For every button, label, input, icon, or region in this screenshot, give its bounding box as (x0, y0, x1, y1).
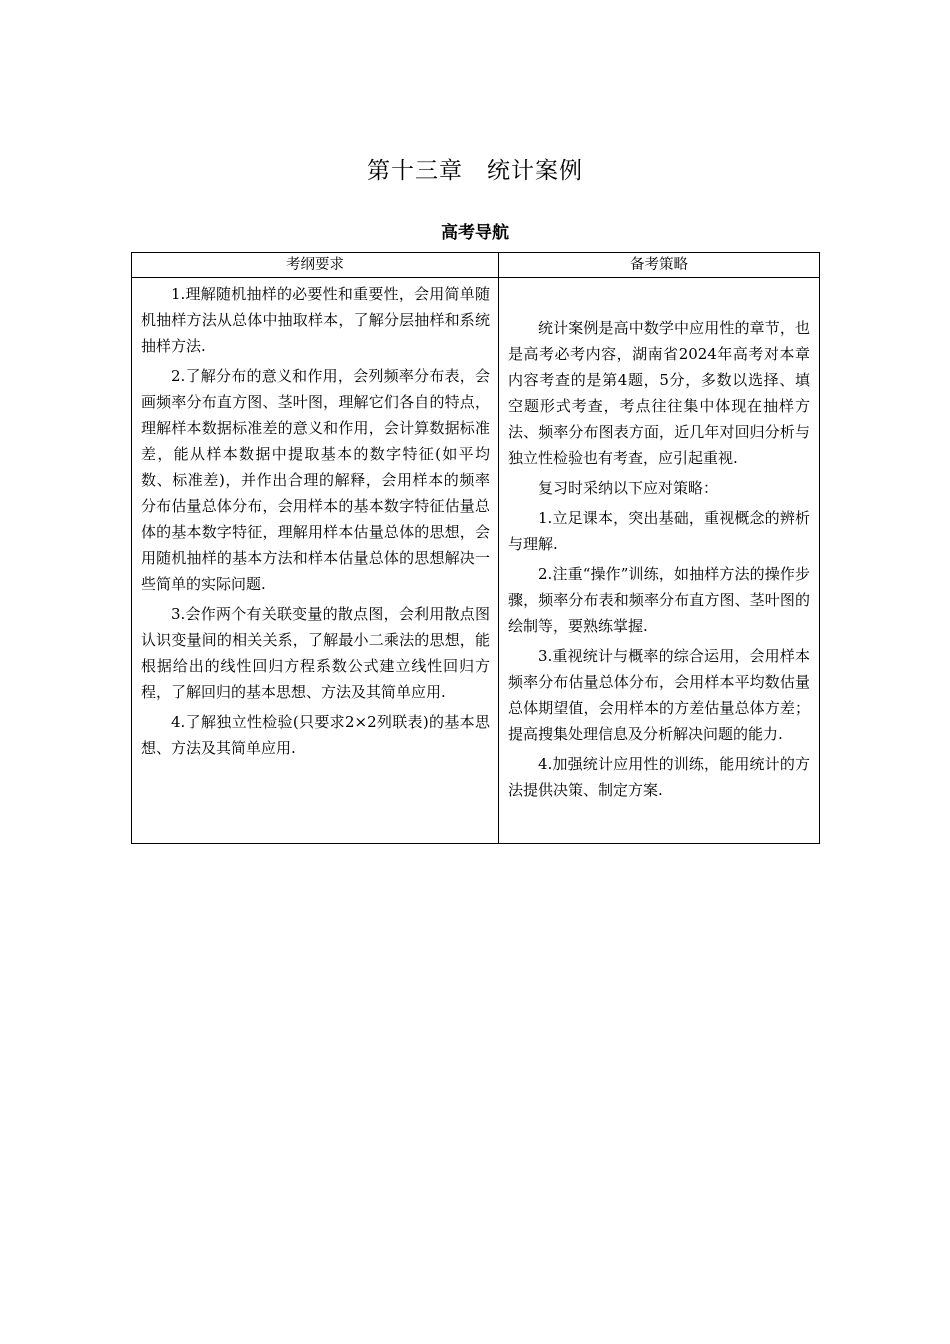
strategy-intro: 统计案例是高中数学中应用性的章节，也是高考必考内容，湖南省2024年高考对本章内容考查的是第4题，5分，多数以选择、填空题形式考查，考点往往集中体现在抽样方法、频率分布图表方面，近几年对回归分析与独立性检验也有考查，应引起重视. (508, 319, 810, 467)
strategy-item-3: 3.重视统计与概率的综合运用，会用样本频率分布估量总体分布，会用样本平均数估量总体期望值，会用样本的方差估量总体方差；提高搜集处理信息及分析解决问题的能力. (508, 647, 810, 743)
exam-guide-table (131, 252, 820, 844)
header-strategy: 备考策略 (499, 253, 820, 278)
table-row (132, 278, 820, 844)
strategy-item-1: 1.立足课本，突出基础，重视概念的辨析与理解. (508, 509, 810, 553)
chapter-title: 第十三章 统计案例 (367, 158, 583, 184)
syllabus-item-3: 3.会作两个有关联变量的散点图，会利用散点图认识变量间的相关关系，了解最小二乘法的思想，能根据给出的线性回归方程系数公式建立线性回归方程，了解回归的基本思想、方法及其简单应用. (141, 605, 490, 701)
strategy-cell (499, 278, 820, 844)
strategy-lead: 复习时采纳以下应对策略： (538, 479, 719, 497)
header-syllabus: 考纲要求 (132, 253, 499, 278)
syllabus-item-4: 4.了解独立性检验(只要求2×2列联表)的基本思想、方法及其简单应用. (141, 713, 490, 757)
syllabus-item-1: 1.理解随机抽样的必要性和重要性，会用简单随机抽样方法从总体中抽取样本，了解分层抽样和系统抽样方法. (141, 285, 490, 355)
strategy-item-2: 2.注重“操作”训练，如抽样方法的操作步骤，频率分布表和频率分布直方图、茎叶图的绘制等，要熟练掌握. (508, 565, 810, 635)
syllabus-cell (132, 278, 499, 844)
syllabus-item-2: 2.了解分布的意义和作用，会列频率分布表，会画频率分布直方图、茎叶图，理解它们各自的特点，理解样本数据标准差的意义和作用，会计算数据标准差，能从样本数据中提取基本的数字特征(如平均数、标准差)，并作出合理的解释，会用样本的频率分布估量总体分布，会用样本的基本数字特征估量总体的基本数字特征，理解用样本估量总体的思想，会用随机抽样的基本方法和样本估量总体的思想解决一些简单的实际问题. (141, 367, 490, 593)
strategy-item-4: 4.加强统计应用性的训练，能用统计的方法提供决策、制定方案. (508, 755, 810, 799)
table-header-row (132, 253, 820, 278)
section-title: 高考导航 (441, 223, 509, 243)
